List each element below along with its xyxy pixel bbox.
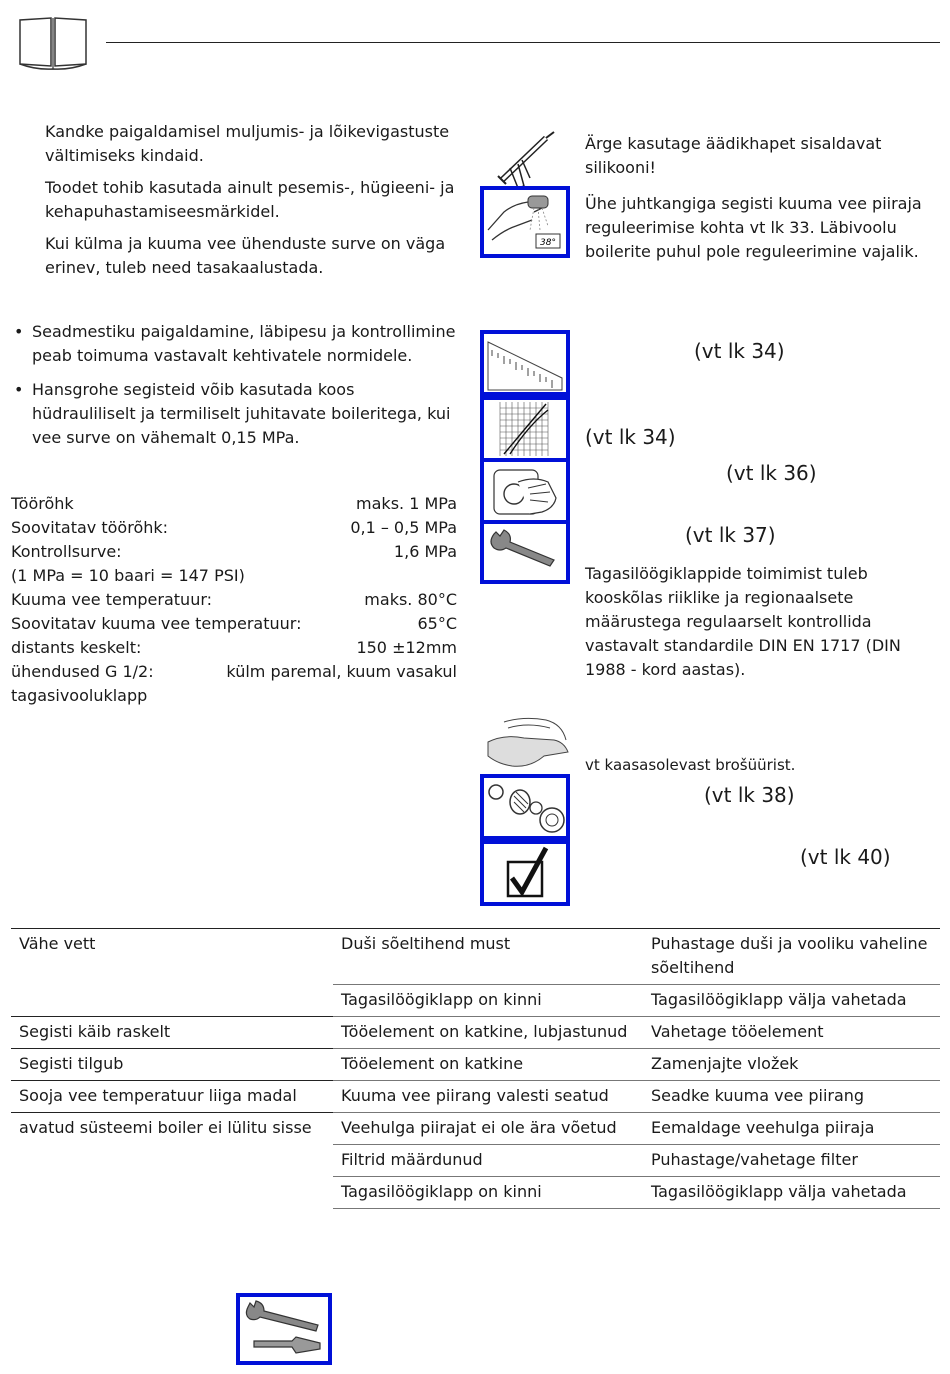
hot-water-limit-icon	[484, 190, 566, 254]
flow-diagram-icon-frame	[480, 396, 570, 462]
spec-row: Töörõhk maks. 1 MPa	[11, 494, 457, 513]
troubleshooting-cause: Tööelement on katkine	[333, 1049, 643, 1081]
dimensions-icon-frame	[480, 330, 570, 396]
safety-paragraph: Kandke paigaldamisel muljumis- ja lõikevigastuste vältimiseks kindaid.	[45, 122, 450, 165]
table-row	[11, 1049, 940, 1081]
troubleshooting-problem	[11, 985, 333, 1017]
open-book-icon	[18, 14, 88, 72]
operation-reference: (vt lk 36)	[726, 461, 817, 485]
troubleshooting-table	[11, 928, 940, 1209]
troubleshooting-remedy: Tagasilöögiklapp välja vahetada	[643, 985, 940, 1017]
spec-row: ühendused G 1/2: külm paremal, kuum vasakul	[11, 662, 457, 681]
checkbox-check-icon	[484, 844, 566, 902]
test-certificate-icon-frame	[480, 840, 570, 906]
spare-parts-icon	[484, 778, 566, 836]
spare-parts-icon-frame	[480, 774, 570, 840]
flow-diagram-reference: (vt lk 34)	[585, 425, 676, 449]
troubleshooting-remedy: Tagasilöögiklapp välja vahetada	[643, 1177, 940, 1209]
safety-paragraph: Kui külma ja kuuma vee ühenduste surve on väga erinev, tuleb need tasakaalustada.	[45, 234, 446, 277]
operation-icon	[484, 462, 566, 520]
table-row	[11, 1113, 940, 1145]
table-row	[11, 1017, 940, 1049]
troubleshooting-remedy: Puhastage/vahetage filter	[643, 1145, 940, 1177]
spec-row: Kontrollsurve: 1,6 MPa	[11, 542, 457, 561]
table-row	[11, 1177, 940, 1209]
spec-row: Soovitatav töörõhk: 0,1 – 0,5 MPa	[11, 518, 457, 537]
flow-diagram-icon	[484, 400, 566, 458]
troubleshooting-cause: Veehulga piirajat ei ole ära võetud	[333, 1113, 643, 1145]
troubleshooting-cause: Duši sõeltihend must	[333, 929, 643, 985]
troubleshooting-problem: Sooja vee temperatuur liiga madal	[11, 1081, 333, 1113]
cleaning-hand-icon	[484, 712, 572, 774]
spec-row: distants keskelt: 150 ±12mm	[11, 638, 457, 657]
troubleshooting-remedy: Puhastage duši ja vooliku vaheline sõeltihend	[643, 929, 940, 985]
backflow-note: Tagasilöögiklappide toimimist tuleb kooskõlas riiklike ja regionaalsete määrustega regulaarselt kontrollida vastavalt standardile DIN EN 1717 (DIN 1988 - kord aastas).	[585, 564, 901, 679]
troubleshooting-cause: Tagasilöögiklapp on kinni	[333, 1177, 643, 1209]
table-row	[11, 985, 940, 1017]
cleaning-reference: vt kaasasolevast brošüürist.	[585, 756, 796, 774]
safety-section	[45, 120, 455, 280]
troubleshooting-remedy: Seadke kuuma vee piirang	[643, 1081, 940, 1113]
spare-parts-reference: (vt lk 38)	[704, 783, 795, 807]
troubleshooting-problem: avatud süsteemi boiler ei lülitu sisse	[11, 1113, 333, 1145]
troubleshooting-cause: Tööelement on katkine, lubjastunud	[333, 1017, 643, 1049]
troubleshooting-cause: Filtrid määrdunud	[333, 1145, 643, 1177]
silicone-gun-icon	[492, 128, 562, 192]
safety-paragraph: Toodet tohib kasutada ainult pesemis-, hügieeni- ja kehapuhastamiseesmärkidel.	[45, 178, 455, 221]
troubleshooting-remedy: Eemaldage veehulga piiraja	[643, 1113, 940, 1145]
troubleshooting-problem: Segisti käib raskelt	[11, 1017, 333, 1049]
spec-row: Kuuma vee temperatuur: maks. 80°C	[11, 590, 457, 609]
troubleshooting-problem: Vähe vett	[11, 929, 333, 985]
troubleshooting-remedy: Vahetage tööelement	[643, 1017, 940, 1049]
table-row	[11, 929, 940, 985]
ruler-icon	[484, 334, 566, 392]
troubleshooting-problem	[11, 1177, 333, 1209]
test-certificate-reference: (vt lk 40)	[800, 845, 891, 869]
troubleshooting-cause: Tagasilöögiklapp on kinni	[333, 985, 643, 1017]
troubleshooting-problem: Segisti tilgub	[11, 1049, 333, 1081]
spec-row: tagasivooluklapp	[11, 686, 148, 705]
troubleshooting-remedy: Zamenjajte vložek	[643, 1049, 940, 1081]
tools-icon-frame	[236, 1293, 332, 1365]
assembly-reference: (vt lk 37)	[685, 523, 776, 547]
spec-row: Soovitatav kuuma vee temperatuur: 65°C	[11, 614, 457, 633]
troubleshooting-cause: Kuuma vee piirang valesti seatud	[333, 1081, 643, 1113]
silicone-note: Ärge kasutage äädikhapet sisaldavat silikooni!	[585, 134, 882, 177]
wrench-icon	[484, 524, 566, 580]
thermo-label: 38°	[540, 238, 556, 248]
hot-water-limit-note: Ühe juhtkangiga segisti kuuma vee piiraja reguleerimise kohta vt lk 33. Läbivoolu boilerite puhul pole reguleerimine vajalik.	[585, 194, 922, 261]
list-item: • Hansgrohe segisteid võib kasutada koos hüdrauliliselt ja termiliselt juhitavate boileritega, kui vee surve on vähemalt 0,15 MPa.	[12, 378, 462, 450]
dimensions-reference: (vt lk 34)	[694, 339, 785, 363]
troubleshooting-problem	[11, 1145, 333, 1177]
list-item: • Seadmestiku paigaldamine, läbipesu ja kontrollimine peab toimuma vastavalt kehtivatele normidele.	[12, 320, 462, 368]
installation-list	[12, 320, 462, 460]
table-row	[11, 1145, 940, 1177]
tools-icon	[240, 1297, 328, 1361]
table-row	[11, 1081, 940, 1113]
assembly-icon-frame	[480, 520, 570, 584]
header-rule	[106, 42, 940, 43]
hot-water-limit-icon-frame	[480, 186, 570, 258]
operation-icon-frame	[480, 458, 570, 524]
spec-row: (1 MPa = 10 baari = 147 PSI)	[11, 566, 245, 585]
